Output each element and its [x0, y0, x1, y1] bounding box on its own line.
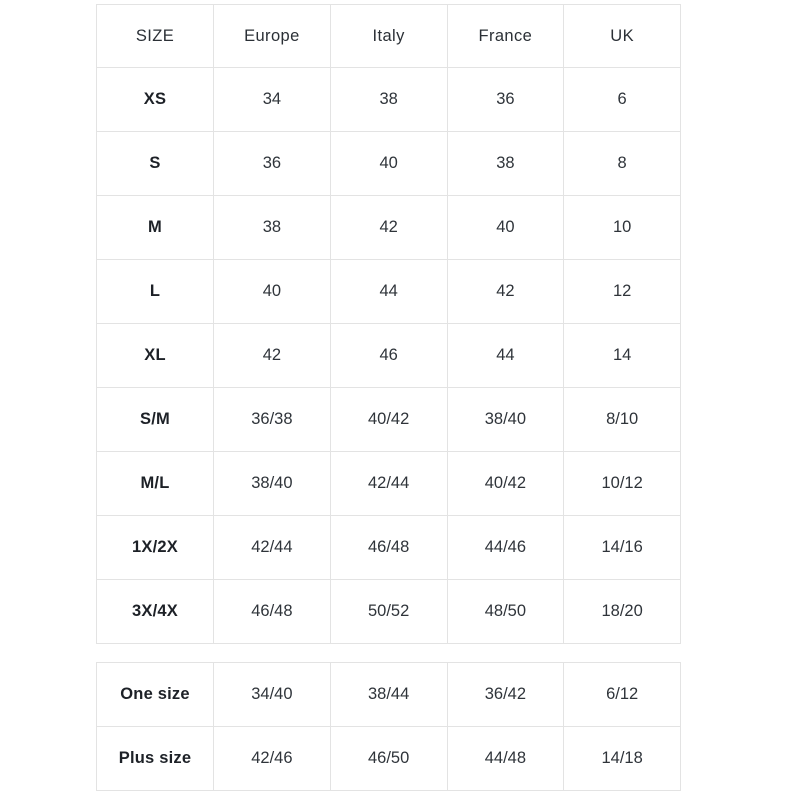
column-header: UK [564, 5, 681, 68]
size-value-cell: 36/42 [447, 663, 564, 727]
size-value-cell: 36 [447, 68, 564, 132]
size-value-cell: 38 [447, 132, 564, 196]
size-value-cell: 40 [447, 196, 564, 260]
size-value-cell: 18/20 [564, 580, 681, 644]
size-value-cell: 40/42 [330, 388, 447, 452]
size-value-cell: 6 [564, 68, 681, 132]
size-value-cell: 44 [330, 260, 447, 324]
size-value-cell: 8 [564, 132, 681, 196]
table-row [97, 516, 681, 580]
size-value-cell: 36 [214, 132, 331, 196]
size-label-cell: S [97, 132, 214, 196]
size-value-cell: 12 [564, 260, 681, 324]
size-label-cell: L [97, 260, 214, 324]
column-header: Italy [330, 5, 447, 68]
secondary-size-table-container [96, 662, 680, 791]
size-value-cell: 44 [447, 324, 564, 388]
size-value-cell: 40 [214, 260, 331, 324]
size-value-cell: 14/16 [564, 516, 681, 580]
table-row [97, 260, 681, 324]
size-value-cell: 8/10 [564, 388, 681, 452]
size-label-cell: 3X/4X [97, 580, 214, 644]
table-row [97, 663, 681, 727]
size-value-cell: 34/40 [214, 663, 331, 727]
table-row [97, 132, 681, 196]
size-value-cell: 44/48 [447, 727, 564, 791]
table-row [97, 324, 681, 388]
size-label-cell: S/M [97, 388, 214, 452]
table-row [97, 452, 681, 516]
size-value-cell: 40/42 [447, 452, 564, 516]
size-value-cell: 38/44 [330, 663, 447, 727]
column-header: France [447, 5, 564, 68]
size-value-cell: 36/38 [214, 388, 331, 452]
size-value-cell: 42 [214, 324, 331, 388]
table-row [97, 580, 681, 644]
size-value-cell: 14 [564, 324, 681, 388]
size-value-cell: 44/46 [447, 516, 564, 580]
size-value-cell: 6/12 [564, 663, 681, 727]
size-label-cell: M/L [97, 452, 214, 516]
size-value-cell: 10/12 [564, 452, 681, 516]
size-value-cell: 46/50 [330, 727, 447, 791]
table-row [97, 196, 681, 260]
table-header-row [97, 5, 681, 68]
size-value-cell: 34 [214, 68, 331, 132]
size-value-cell: 46/48 [330, 516, 447, 580]
size-value-cell: 38/40 [447, 388, 564, 452]
size-label-cell: One size [97, 663, 214, 727]
size-value-cell: 42/44 [214, 516, 331, 580]
secondary-size-table [96, 662, 681, 791]
size-value-cell: 42/46 [214, 727, 331, 791]
column-header: Europe [214, 5, 331, 68]
column-header: SIZE [97, 5, 214, 68]
size-value-cell: 40 [330, 132, 447, 196]
table-row [97, 388, 681, 452]
size-label-cell: 1X/2X [97, 516, 214, 580]
size-value-cell: 50/52 [330, 580, 447, 644]
main-size-table [96, 4, 681, 644]
main-size-table-container [96, 4, 680, 644]
size-value-cell: 38 [214, 196, 331, 260]
table-row [97, 68, 681, 132]
size-label-cell: M [97, 196, 214, 260]
size-value-cell: 48/50 [447, 580, 564, 644]
size-value-cell: 10 [564, 196, 681, 260]
size-label-cell: XL [97, 324, 214, 388]
size-value-cell: 42 [447, 260, 564, 324]
size-value-cell: 38 [330, 68, 447, 132]
size-value-cell: 42/44 [330, 452, 447, 516]
size-value-cell: 42 [330, 196, 447, 260]
size-value-cell: 46/48 [214, 580, 331, 644]
table-row [97, 727, 681, 791]
size-label-cell: XS [97, 68, 214, 132]
size-value-cell: 14/18 [564, 727, 681, 791]
size-label-cell: Plus size [97, 727, 214, 791]
size-value-cell: 46 [330, 324, 447, 388]
size-value-cell: 38/40 [214, 452, 331, 516]
